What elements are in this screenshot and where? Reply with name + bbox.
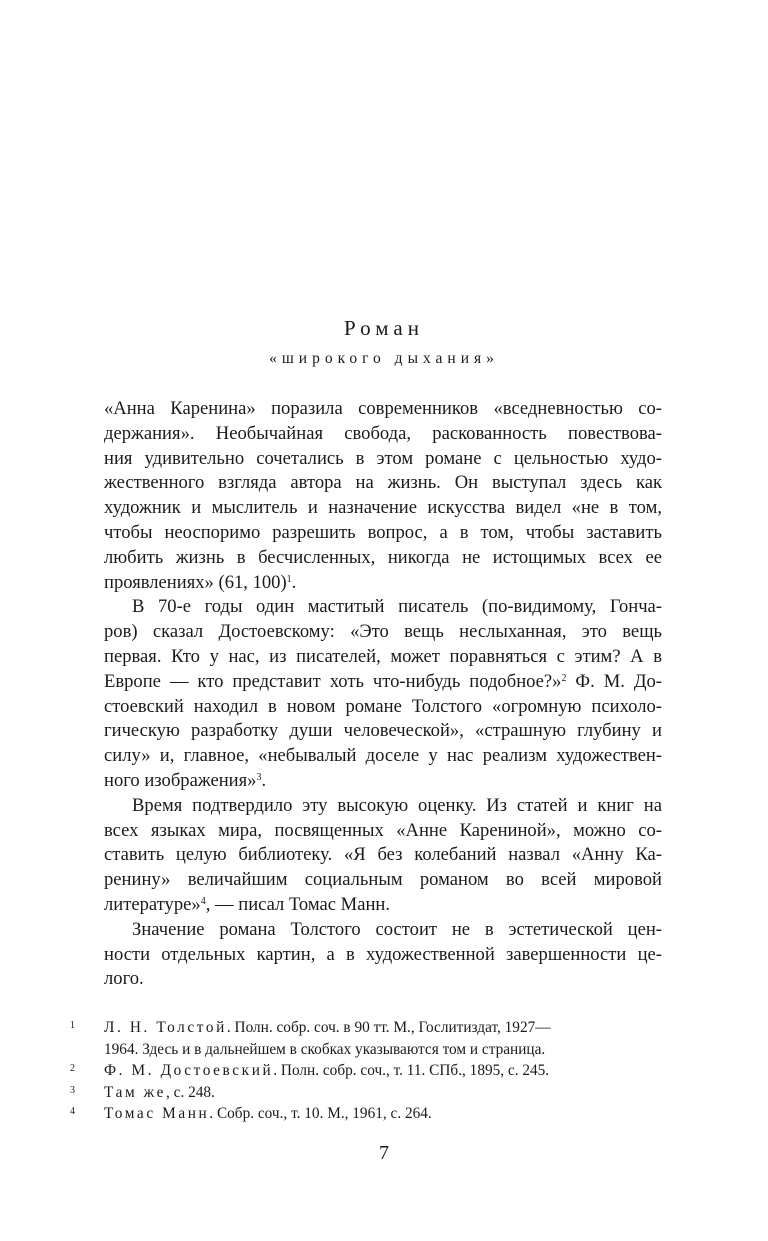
text-line: Европе — кто представит хоть что-нибудь подобное?»$^2$ Ф. М. До- [104,670,662,692]
text-line: Значение романа Толстого состоит не в эстетической цен- [132,918,662,940]
text-line: первая. Кто у нас, из писателей, может поравняться с этим? А в [104,645,662,667]
footnote-ref: 2 [561,672,567,684]
body-text [104,397,662,992]
footnote-ref: 1 [286,573,292,585]
footnote-ref: 4 [200,895,206,907]
footnote-number: 4 [70,1106,75,1117]
text-line: гическую разработку души человеческой», «страшную глубину и [104,720,662,742]
text-line: жественного взгляда автора на жизнь. Он выступал здесь как [104,472,662,494]
text-line: литературе»$^4$, — писал Томас Манн. [104,893,390,915]
footnote: 1 Л. Н. Толстой. Полн. собр. соч. в 90 тт. М., Гослитиздат, 1927— 1964. Здесь и в дальнейшем в скобках указываются том и страница. [70,1017,662,1060]
chapter-title: Роман [344,316,424,340]
chapter-subtitle: «широкого дыхания» [269,350,499,367]
footnote-author: Ф. М. Достоевский [104,1062,274,1079]
text-line: стоевский находил в новом романе Толстого «огромную психоло- [104,695,662,717]
footnote: 4 Томас Манн. Собр. соч., т. 10. М., 1961, с. 264. [70,1103,662,1125]
footnote-author: Там же [104,1083,167,1101]
text-line: лого. [104,968,144,990]
footnote-author: Л. Н. Толстой [104,1019,227,1036]
text-line: ного изображения»$^3$. [104,769,267,791]
footnote-number: 2 [70,1063,75,1074]
text-line: «Анна Каренина» поразила современников «вседневностью со- [104,398,662,419]
text-line: Время подтвердило эту высокую оценку. Из статей и книг на [132,794,662,816]
text-line: ров) сказал Достоевскому: «Это вещь неслыханная, это вещь [104,621,662,643]
footnote: 3 Там же, с. 248. [70,1082,662,1104]
text-line: ренину» величайшим социальным романом во всей мировой [104,869,662,891]
text-line: всех языках мира, посвященных «Анне Карениной», можно со- [104,819,662,841]
text-line: силу» и, главное, «небывалый доселе у нас реализм художествен- [104,745,662,767]
text-line: держания». Необычайная свобода, раскованность повествова- [104,422,662,444]
text-line: ставить целую библиотеку. «Я без колебаний назвал «Анну Ка- [104,844,662,866]
footnotes [70,1017,662,1125]
text-line: любить жизнь в бесчисленных, никогда не истощимых всех ее [104,546,662,568]
text-line: ния удивительно сочетались в этом романе с цельностью худо- [104,447,662,469]
text-line: художник и мыслитель и назначение искусства видел «не в том, [104,497,662,519]
text-line: чтобы неоспоримо разрешить вопрос, а в том, чтобы заставить [104,521,662,543]
footnote: 2 Ф. М. Достоевский. Полн. собр. соч., т. 11. СПб., 1895, с. 245. [70,1060,662,1082]
footnote-number: 3 [70,1084,75,1096]
footnote-author: Томас Манн [104,1105,210,1122]
text-line: проявлениях» (61, 100)$^1$. [104,571,297,593]
footnote-number: 1 [70,1020,75,1031]
footnote-ref: 3 [256,771,262,783]
text-line: В 70-е годы один маститый писатель (по-видимому, Гонча- [132,596,662,618]
page-number: 7 [379,1142,389,1164]
text-line: ности отдельных картин, а в художественной завершенности це- [104,943,662,965]
